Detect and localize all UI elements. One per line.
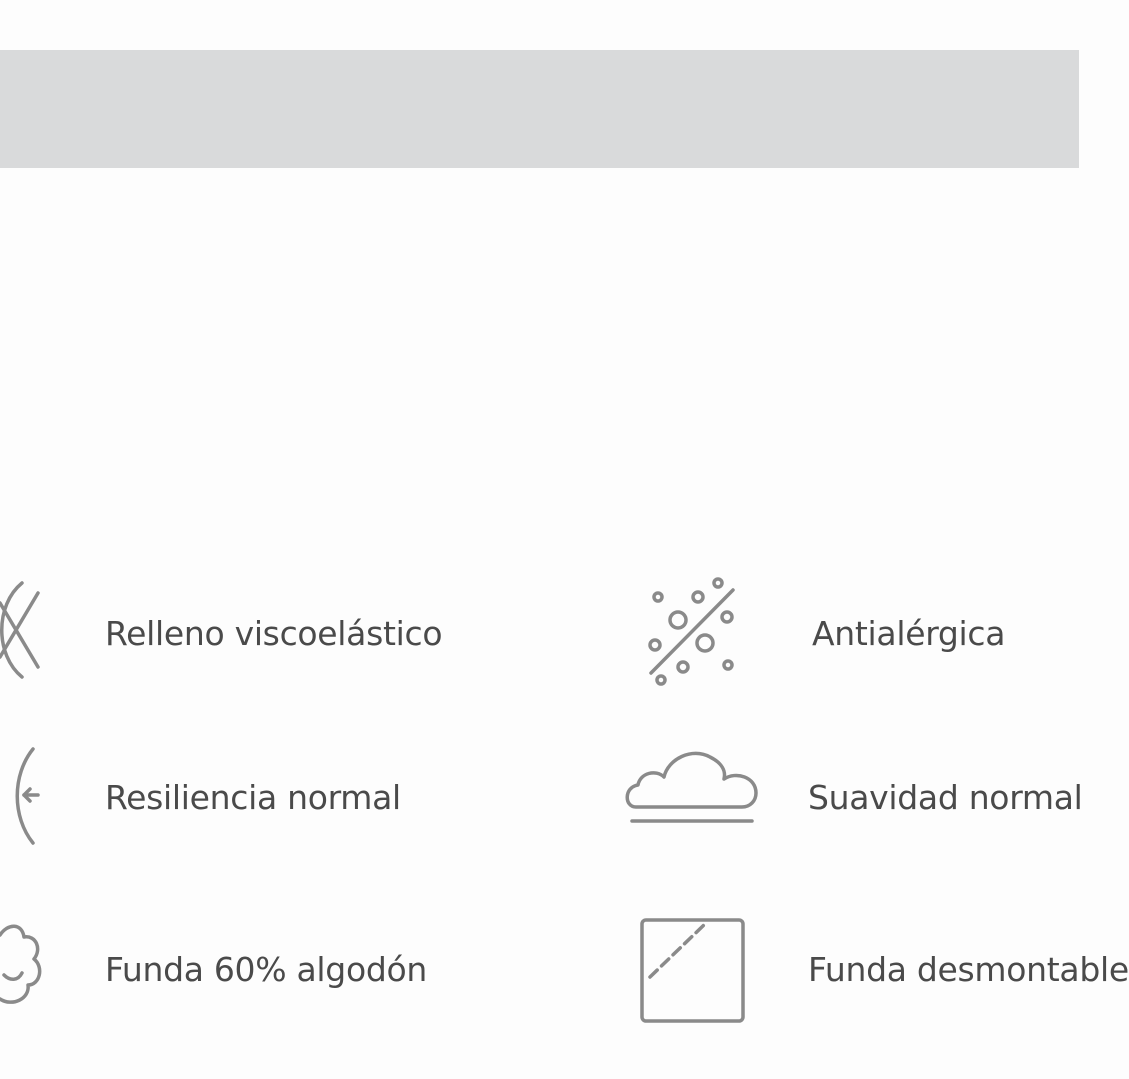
viscoelastic-icon xyxy=(0,575,50,690)
cotton-icon xyxy=(0,915,45,1010)
cloud-softness-icon xyxy=(622,745,762,830)
feature-label: Relleno viscoelástico xyxy=(105,614,443,653)
header-banner xyxy=(0,50,1079,168)
feature-label: Suavidad normal xyxy=(808,778,1083,817)
resilience-icon xyxy=(8,745,53,850)
feature-label: Funda desmontable xyxy=(808,950,1129,989)
feature-label: Funda 60% algodón xyxy=(105,950,427,989)
feature-label: Resiliencia normal xyxy=(105,778,401,817)
antiallergic-icon xyxy=(643,575,738,690)
feature-label: Antialérgica xyxy=(812,614,1006,653)
removable-cover-icon xyxy=(638,915,748,1027)
